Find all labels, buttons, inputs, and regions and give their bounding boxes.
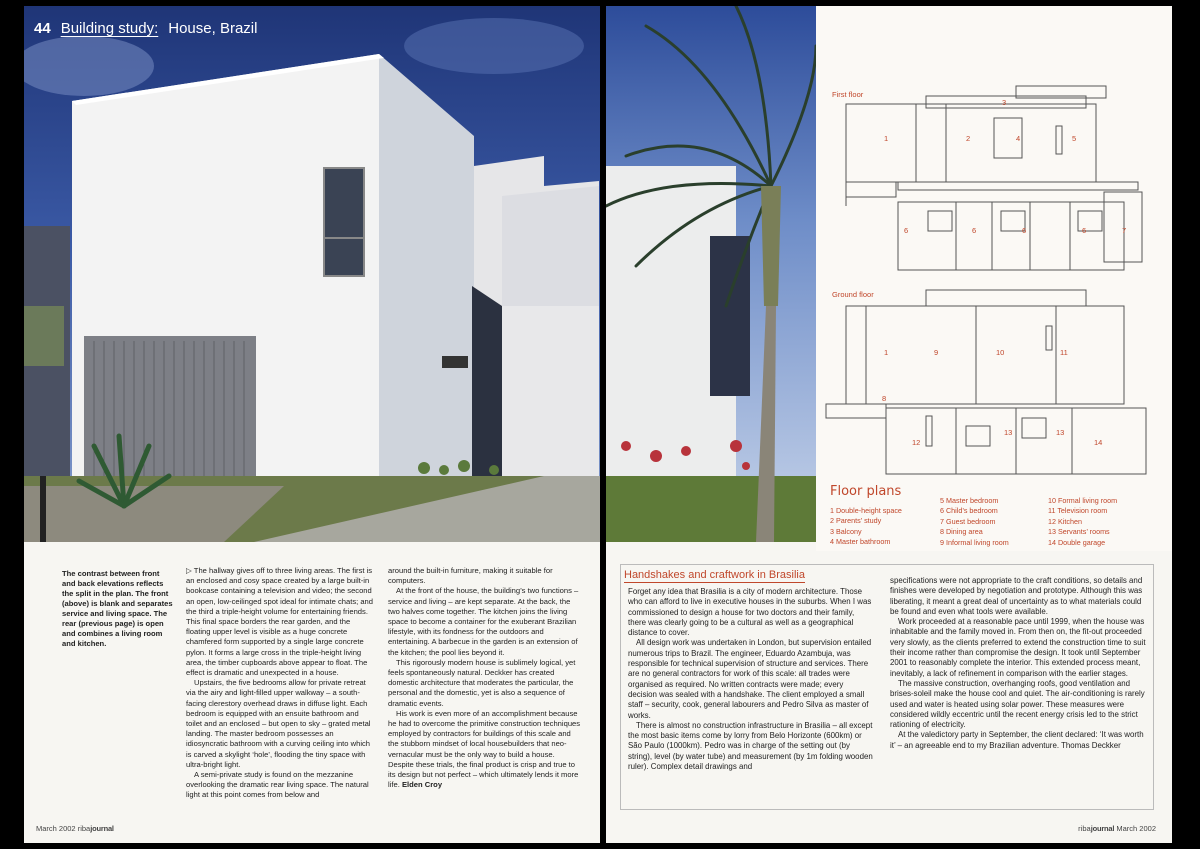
legend-item: 10 Formal living room (1048, 496, 1118, 505)
room-number: 3 (1002, 98, 1007, 107)
room-number: 6 (1082, 226, 1087, 235)
room-number: 11 (1060, 348, 1068, 357)
house-front-illustration (24, 6, 600, 542)
palm-tree-illustration (606, 6, 816, 542)
room-number: 4 (1016, 134, 1021, 143)
ground-floor-label: Ground floor (832, 290, 874, 299)
sidebar-paragraph: Forget any idea that Brasilia is a city of modern architecture. Those who can afford to live in executive houses in the suburbs. When I was commissioned to design a house for two doctors and their family, there was clearly going to be a cultural as well as a geographical distance to cover. (628, 587, 872, 638)
room-number: 9 (934, 348, 939, 357)
sidebar-paragraph-text: At the valedictory party in September, the client declared: ‘It was worth it’ – an agreeable end to my Brazilian adventure. (890, 730, 1144, 750)
section-header (34, 20, 257, 37)
article-paragraph: At the front of the house, the building’s two functions – service and living – are kept separate. At the back, the two halves come together. The kitchen joins the living space to become a container for the exuberant Brazilian lifestyle, with its fondness for the outdoors and entertaining. A barbecue in the garden is an extension of the kitchen; the pool lies beyond it. (388, 586, 579, 657)
article-paragraph: This rigorously modern house is sublimely logical, yet feels spontaneously natural. Deckker has created domestic architecture that moderates the particular, the personal and the domestic, yet is also a sequence of dramatic events. (388, 657, 576, 708)
legend-item: 8 Dining area (940, 527, 983, 537)
legend-column-3 (1048, 496, 1117, 548)
room-number: 6 (1022, 226, 1027, 235)
room-number: 13 (1056, 428, 1065, 437)
sidebar-title: Handshakes and craftwork in Brasilia (624, 569, 805, 581)
sidebar-paragraph (890, 730, 1148, 751)
article-paragraph: A semi-private study is found on the mezzanine overlooking the dramatic rear living space. The natural light at this point comes from below and (186, 770, 369, 800)
sidebar-column-1 (628, 587, 874, 772)
section-subtitle: House, Brazil (168, 20, 258, 37)
legend-item: 6 Child’s bedroom (940, 506, 998, 516)
footer (36, 824, 114, 833)
room-number: 1 (884, 134, 889, 143)
floor-plans-panel (816, 6, 1172, 551)
author-byline: Elden Croy (401, 780, 443, 790)
right-page (606, 6, 1172, 843)
sidebar-paragraph: Work proceeded at a reasonable pace until 1999, when the house was inhabitable and the family moved in. From then on, the fit-out proceeded very slowly, as the clients preferred to extend the construction time to suit their income rather than compromise the design. It took until September 2001 to reasonably complete the interior. This extended process meant, inevitably, a lack of refinement in comparison with the earlier stages. (890, 617, 1146, 678)
article-paragraph: ▷ The hallway gives off to three living areas. The first is an enclosed and cosy space created by a large built-in bookcase containing a television and video; the second an open, low-ceilinged spot ideal for intimate chats; and the third a triple-height volume for entertaining friends. This final space borders the rear garden, and the floating upper level is visible as a huge concrete chamfered form supported by a single large concrete pylon. It forms a large cross in the triple-height living area, the timber cupboards above appear to float. The effect is dramatic and unexpected in a house. (186, 566, 374, 678)
article-column-2 (388, 566, 582, 790)
legend-item: 3 Balcony (830, 526, 862, 536)
room-number: 6 (904, 226, 909, 235)
footer (1078, 824, 1156, 833)
article-paragraph: around the built-in furniture, making it suitable for computers. (388, 566, 553, 586)
footer-magazine-b: journal (1090, 824, 1115, 833)
legend-item: 5 Master bedroom (940, 496, 999, 505)
room-number: 5 (1072, 134, 1077, 143)
room-number: 12 (912, 438, 921, 447)
section-title: Building study: (60, 20, 159, 37)
article-paragraph: Upstairs, the five bedrooms allow for private retreat via the airy and light-filled upper walkway – a south-facing clerestory overhead draws in diffuse light. Each bedroom is equipped with an ensuite bathroom and toilet and an enclosed – but open to sky – grated metal landing. The master bedroom possesses an idiosyncratic bathroom with a curving ceiling into which is carved a skylight ‘hole’, flooding the tiny space with ultra-bright light. (186, 678, 371, 769)
footer-magazine-b: journal (90, 824, 114, 833)
sidebar-column-2 (890, 576, 1148, 751)
left-page (24, 6, 600, 843)
article-column-1 (186, 566, 376, 801)
legend-item: 12 Kitchen (1048, 516, 1082, 526)
house-rear-photo (606, 6, 816, 542)
sidebar-paragraph: specifications were not appropriate to the craft conditions, so details and finishes were developed by negotiation and prototype. Although this was liberating, it meant a great deal of uncertainty as to what materials could be found and even what tools were available. (890, 576, 1143, 616)
floor-plans-title: Floor plans (830, 484, 902, 499)
footer-magazine-a: riba (1078, 824, 1091, 833)
room-number: 6 (972, 226, 977, 235)
sidebar-paragraph: There is almost no construction infrastructure in Brasilia – all except the most basic items come by lorry from Belo Horizonte (600km) or São Paulo (1000km). Pedro was in charge of the setting out (by string), level (by water tube) and measurement (by 1m folding wooden ruler). Complex detail drawings and (628, 720, 873, 772)
footer-magazine-a: riba (77, 824, 91, 833)
legend-column-2 (940, 496, 1009, 548)
room-number: 10 (996, 348, 1005, 357)
footer-date: March 2002 (36, 824, 76, 833)
sidebar-paragraph: All design work was undertaken in London, but supervision entailed numerous trips to Brazil. The engineer, Eduardo Azambuja, was responsible for technical supervision of structure and services. There are no general contractors for work of this scale: all trades were organised as required. No written contracts were made; every decision was sealed with a handshake. The client employed a small staff – security, cook, general labourers and Pedro Silva as master of works. (628, 638, 872, 720)
legend-item: 9 Informal living room (940, 537, 1009, 547)
page-number: 44 (34, 20, 51, 37)
first-floor-label: First floor (832, 90, 864, 99)
legend-item: 7 Guest bedroom (940, 516, 996, 526)
photo-caption: The contrast between front and back elevations reflects the split in the plan. The front (above) is blank and separates service and living space. The rear (previous page) is open and combines a living room and kitchen. (62, 569, 173, 648)
article-paragraph-text: His work is even more of an accomplishment because he had to overcome the primitive construction techniques employed by contractors for buildings of this scale and the stubborn mindset of local housebuilders that neo-vernacular must be the only way to build a house. Despite these trials, the final product is crisp and true to its design but not perfect – which ultimately lends it more life. (388, 708, 581, 790)
room-number: 13 (1004, 428, 1013, 437)
sidebar-signature: Thomas Deckker (1061, 740, 1121, 750)
legend-item: 14 Double garage (1048, 537, 1106, 547)
legend-item: 11 Television room (1048, 506, 1108, 516)
room-number: 14 (1094, 438, 1103, 447)
article-paragraph (388, 709, 582, 791)
room-number: 1 (884, 348, 889, 357)
legend-item: 2 Parents’ study (830, 516, 882, 526)
legend-item: 4 Master bathroom (830, 537, 891, 547)
sidebar-paragraph: The massive construction, overhanging roofs, good ventilation and brises-soleil make the house cool and quiet. The air-conditioning is rarely used and water is heated using solar power. These measures were considered wildly eccentric until the recent energy crisis led to the strict rationing of electricity. (890, 678, 1145, 730)
legend-item: 1 Double-height space (830, 506, 902, 515)
house-front-photo (24, 6, 600, 542)
legend-item: 13 Servants’ rooms (1048, 527, 1110, 537)
room-number: 8 (882, 394, 887, 403)
room-number: 7 (1122, 226, 1127, 235)
room-number: 2 (966, 134, 971, 143)
floor-plan-drawings (816, 6, 1172, 551)
footer-date: March 2002 (1116, 824, 1156, 833)
legend-column-1 (830, 506, 902, 548)
